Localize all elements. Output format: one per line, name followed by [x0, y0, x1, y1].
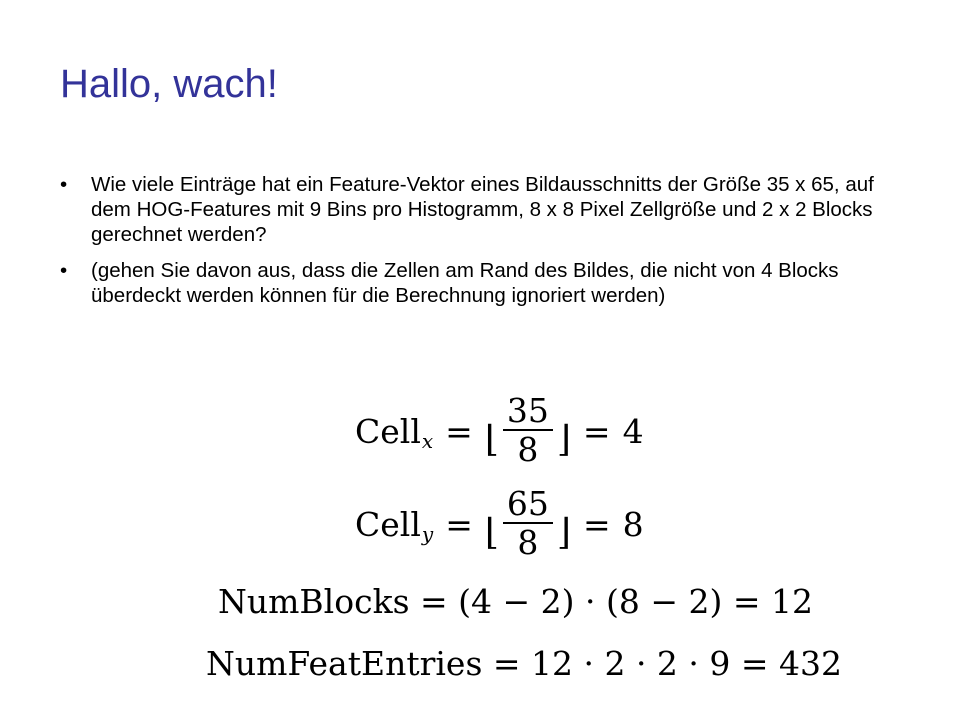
equation-numblocks: NumBlocks = (4 − 2) · (8 − 2) = 12 — [218, 582, 813, 621]
floor-right-bracket: ⌋ — [556, 511, 571, 553]
equation-result: 4 — [622, 411, 644, 451]
bullet-dot: • — [60, 259, 68, 282]
equation-cell-x — [355, 393, 644, 469]
bullet-text: Wie viele Einträge hat ein Feature-Vektor eines Bildausschnitts der Größe 35 x 65, auf dem HOG-Features mit 9 Bins pro Histogramm, 8 x 8 Pixel Zellgröße und 2 x 2 Blocks gerechnet werden? — [91, 173, 874, 246]
bullet-item — [60, 172, 880, 247]
fraction-numerator: 65 — [506, 484, 549, 523]
equation-result: 8 — [622, 504, 644, 544]
bullet-item — [60, 258, 880, 308]
equation-cell-y — [355, 486, 644, 562]
fraction — [503, 486, 553, 562]
equals-sign: = — [582, 504, 611, 544]
cell-subscript: y — [421, 522, 434, 546]
floor-left-bracket: ⌊ — [484, 418, 499, 460]
slide-title: Hallo, wach! — [60, 62, 278, 106]
cell-name: Cell — [355, 504, 421, 544]
floor-right-bracket: ⌋ — [556, 418, 571, 460]
equals-sign: = — [582, 411, 611, 451]
equation-numfeatentries: NumFeatEntries = 12 · 2 · 2 · 9 = 432 — [206, 644, 843, 683]
bullet-text: (gehen Sie davon aus, dass die Zellen am Rand des Bildes, die nicht von 4 Blocks überdeckt werden können für die Berechnung ignoriert werden) — [91, 259, 839, 307]
fraction-denominator: 8 — [517, 430, 539, 469]
cell-name: Cell — [355, 411, 421, 451]
equals-sign: = — [445, 504, 473, 544]
floor-left-bracket: ⌊ — [484, 511, 499, 553]
equals-sign: = — [445, 411, 473, 451]
fraction — [503, 393, 553, 469]
fraction-numerator: 35 — [506, 391, 549, 430]
bullet-list — [60, 172, 880, 319]
fraction-denominator: 8 — [517, 523, 539, 562]
cell-subscript: x — [421, 429, 434, 453]
bullet-dot: • — [60, 173, 68, 196]
